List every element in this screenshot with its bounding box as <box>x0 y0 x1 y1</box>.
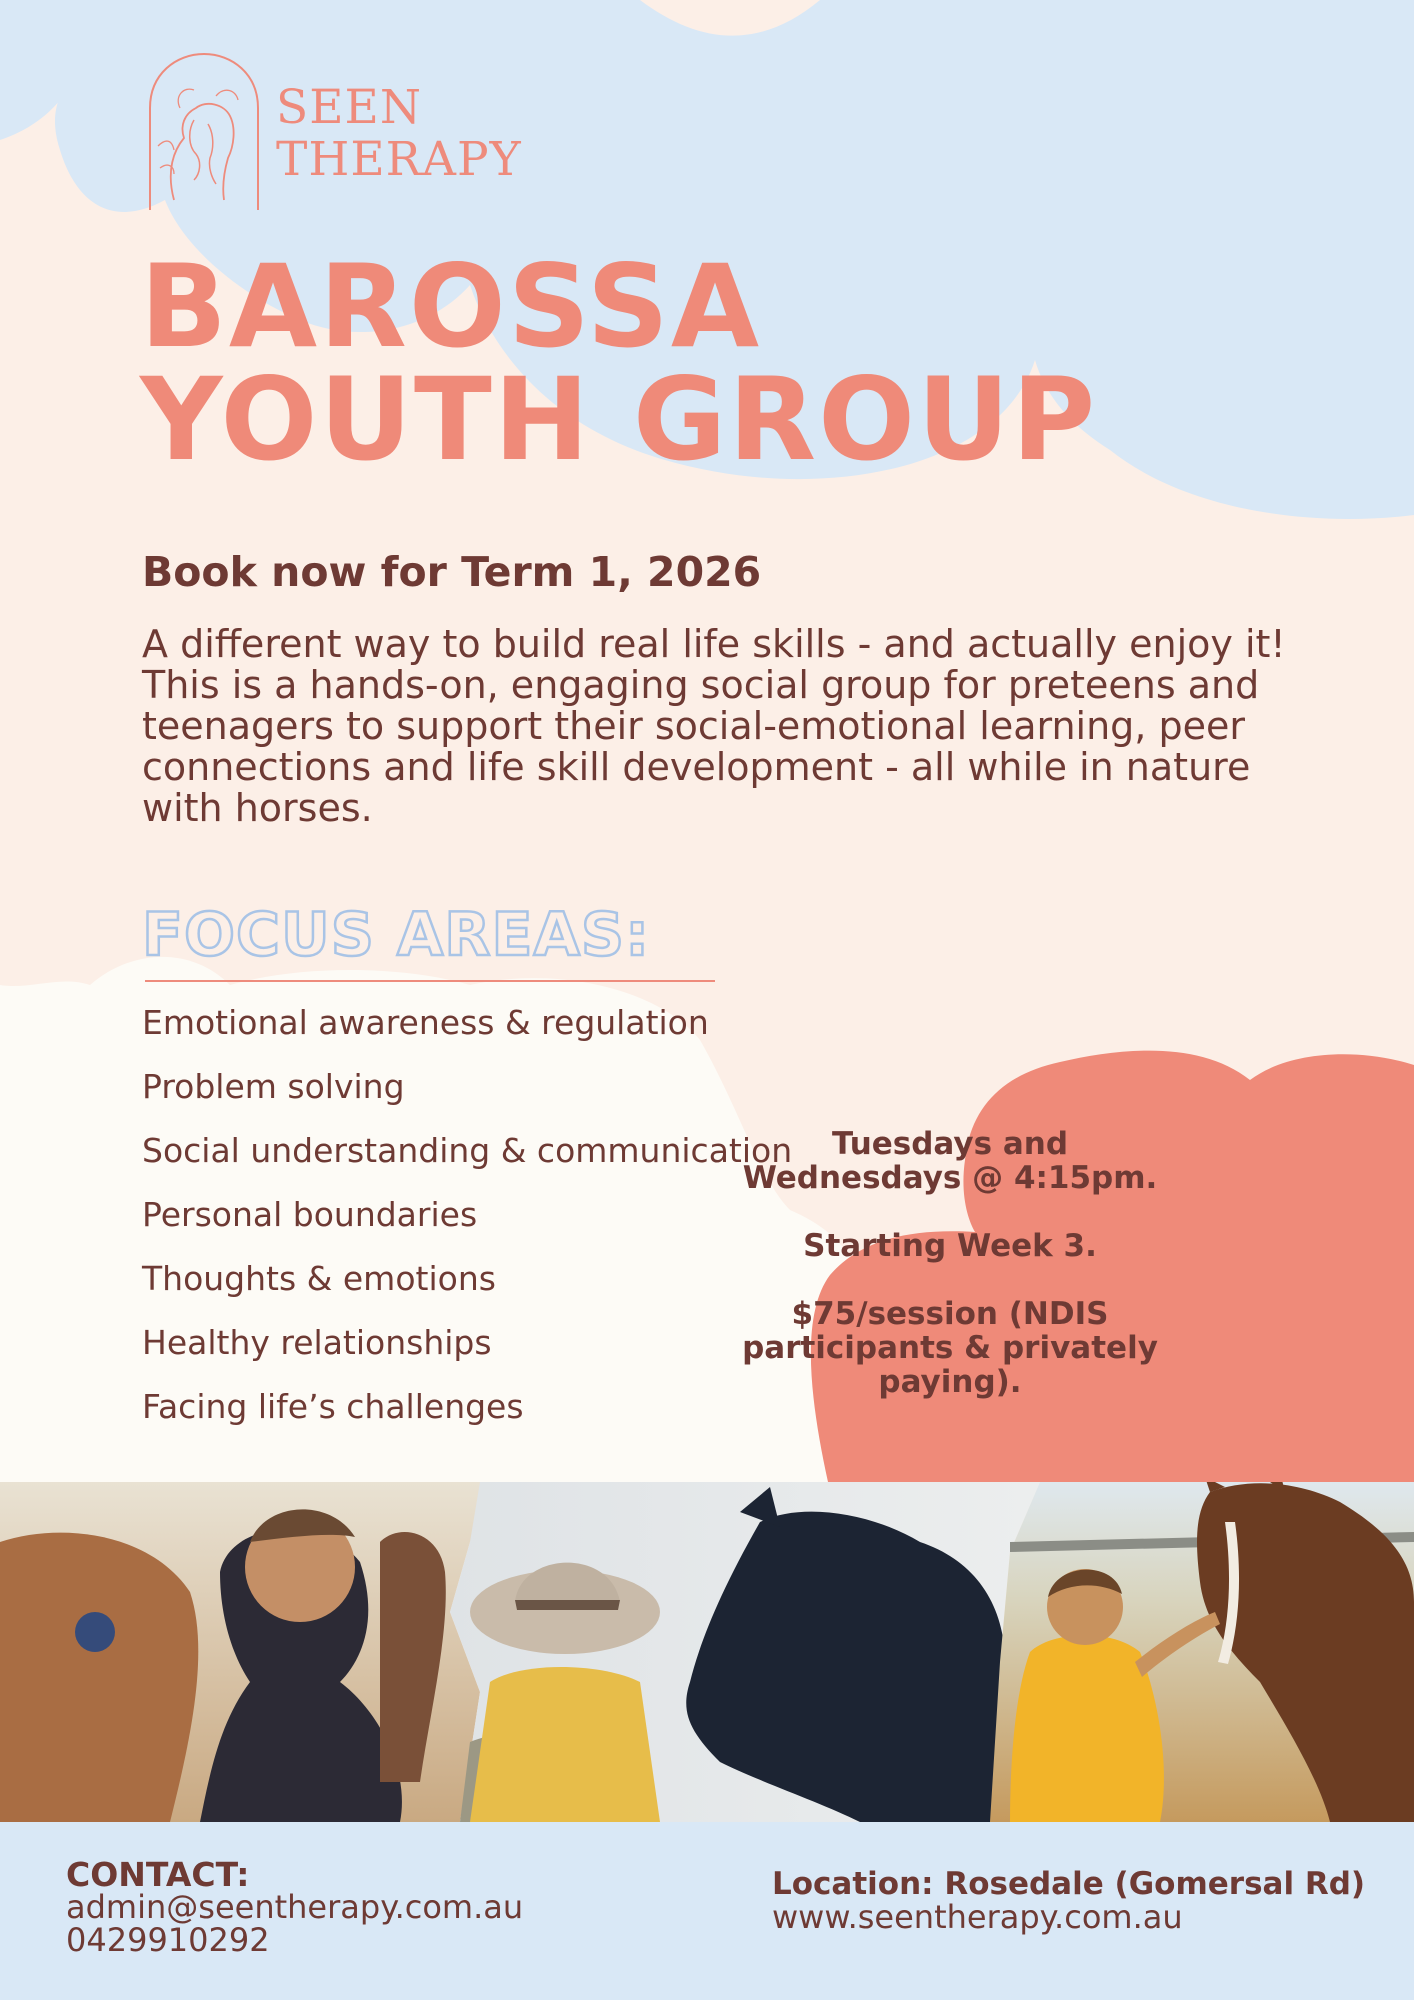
brand-name <box>276 82 522 186</box>
list-item: Healthy relationships <box>142 1323 492 1362</box>
booking-subtitle: Book now for Term 1, 2026 <box>142 548 762 596</box>
person-hat-hugging-horse-photo <box>450 1482 1040 1822</box>
focus-areas-list <box>142 1001 792 1449</box>
title-line2: YOUTH GROUP <box>140 353 1098 486</box>
schedule-days: Tuesdays and Wednesdays @ 4:15pm. <box>742 1126 1158 1196</box>
schedule-price: $75/session (NDIS participants & privately paying). <box>742 1296 1158 1400</box>
list-item: Social understanding & communication <box>142 1131 793 1170</box>
list-item: Personal boundaries <box>142 1195 478 1234</box>
location-label: Location: Rosedale (Gomersal Rd) <box>772 1866 1366 1902</box>
schedule-info <box>725 1127 1175 1399</box>
contact-phone[interactable]: 0429910292 <box>66 1921 270 1959</box>
schedule-start: Starting Week 3. <box>803 1228 1097 1264</box>
list-item: Problem solving <box>142 1067 405 1106</box>
list-item: Thoughts & emotions <box>142 1259 496 1298</box>
boy-patting-horse-photo <box>990 1482 1414 1822</box>
page-title <box>140 240 1098 486</box>
location-block <box>772 1868 1365 1934</box>
contact-label: CONTACT: <box>66 1855 250 1894</box>
photo-strip <box>0 1482 1414 1822</box>
brand-name-line2: THERAPY <box>276 132 522 187</box>
contact-email[interactable]: admin@seentherapy.com.au <box>66 1888 524 1926</box>
list-item: Emotional awareness & regulation <box>142 1003 709 1042</box>
focus-areas-divider <box>145 980 715 982</box>
website-link[interactable]: www.seentherapy.com.au <box>772 1898 1183 1936</box>
horse-head-arch-icon <box>144 50 264 214</box>
brand-name-line1: SEEN <box>276 80 422 135</box>
list-item: Facing life’s challenges <box>142 1387 524 1426</box>
brand-logo <box>144 50 564 220</box>
child-grooming-horse-photo <box>0 1482 520 1822</box>
intro-paragraph: A different way to build real life skills - and actually enjoy it! This is a hands-on, engaging social group for preteens and teenagers to support their social-emotional learning, peer connections and life skill development - all while in nature with horses. <box>142 622 1286 830</box>
focus-areas-heading: FOCUS AREAS: <box>142 900 651 970</box>
contact-block <box>66 1855 524 1959</box>
title-line1: BAROSSA <box>140 240 762 373</box>
